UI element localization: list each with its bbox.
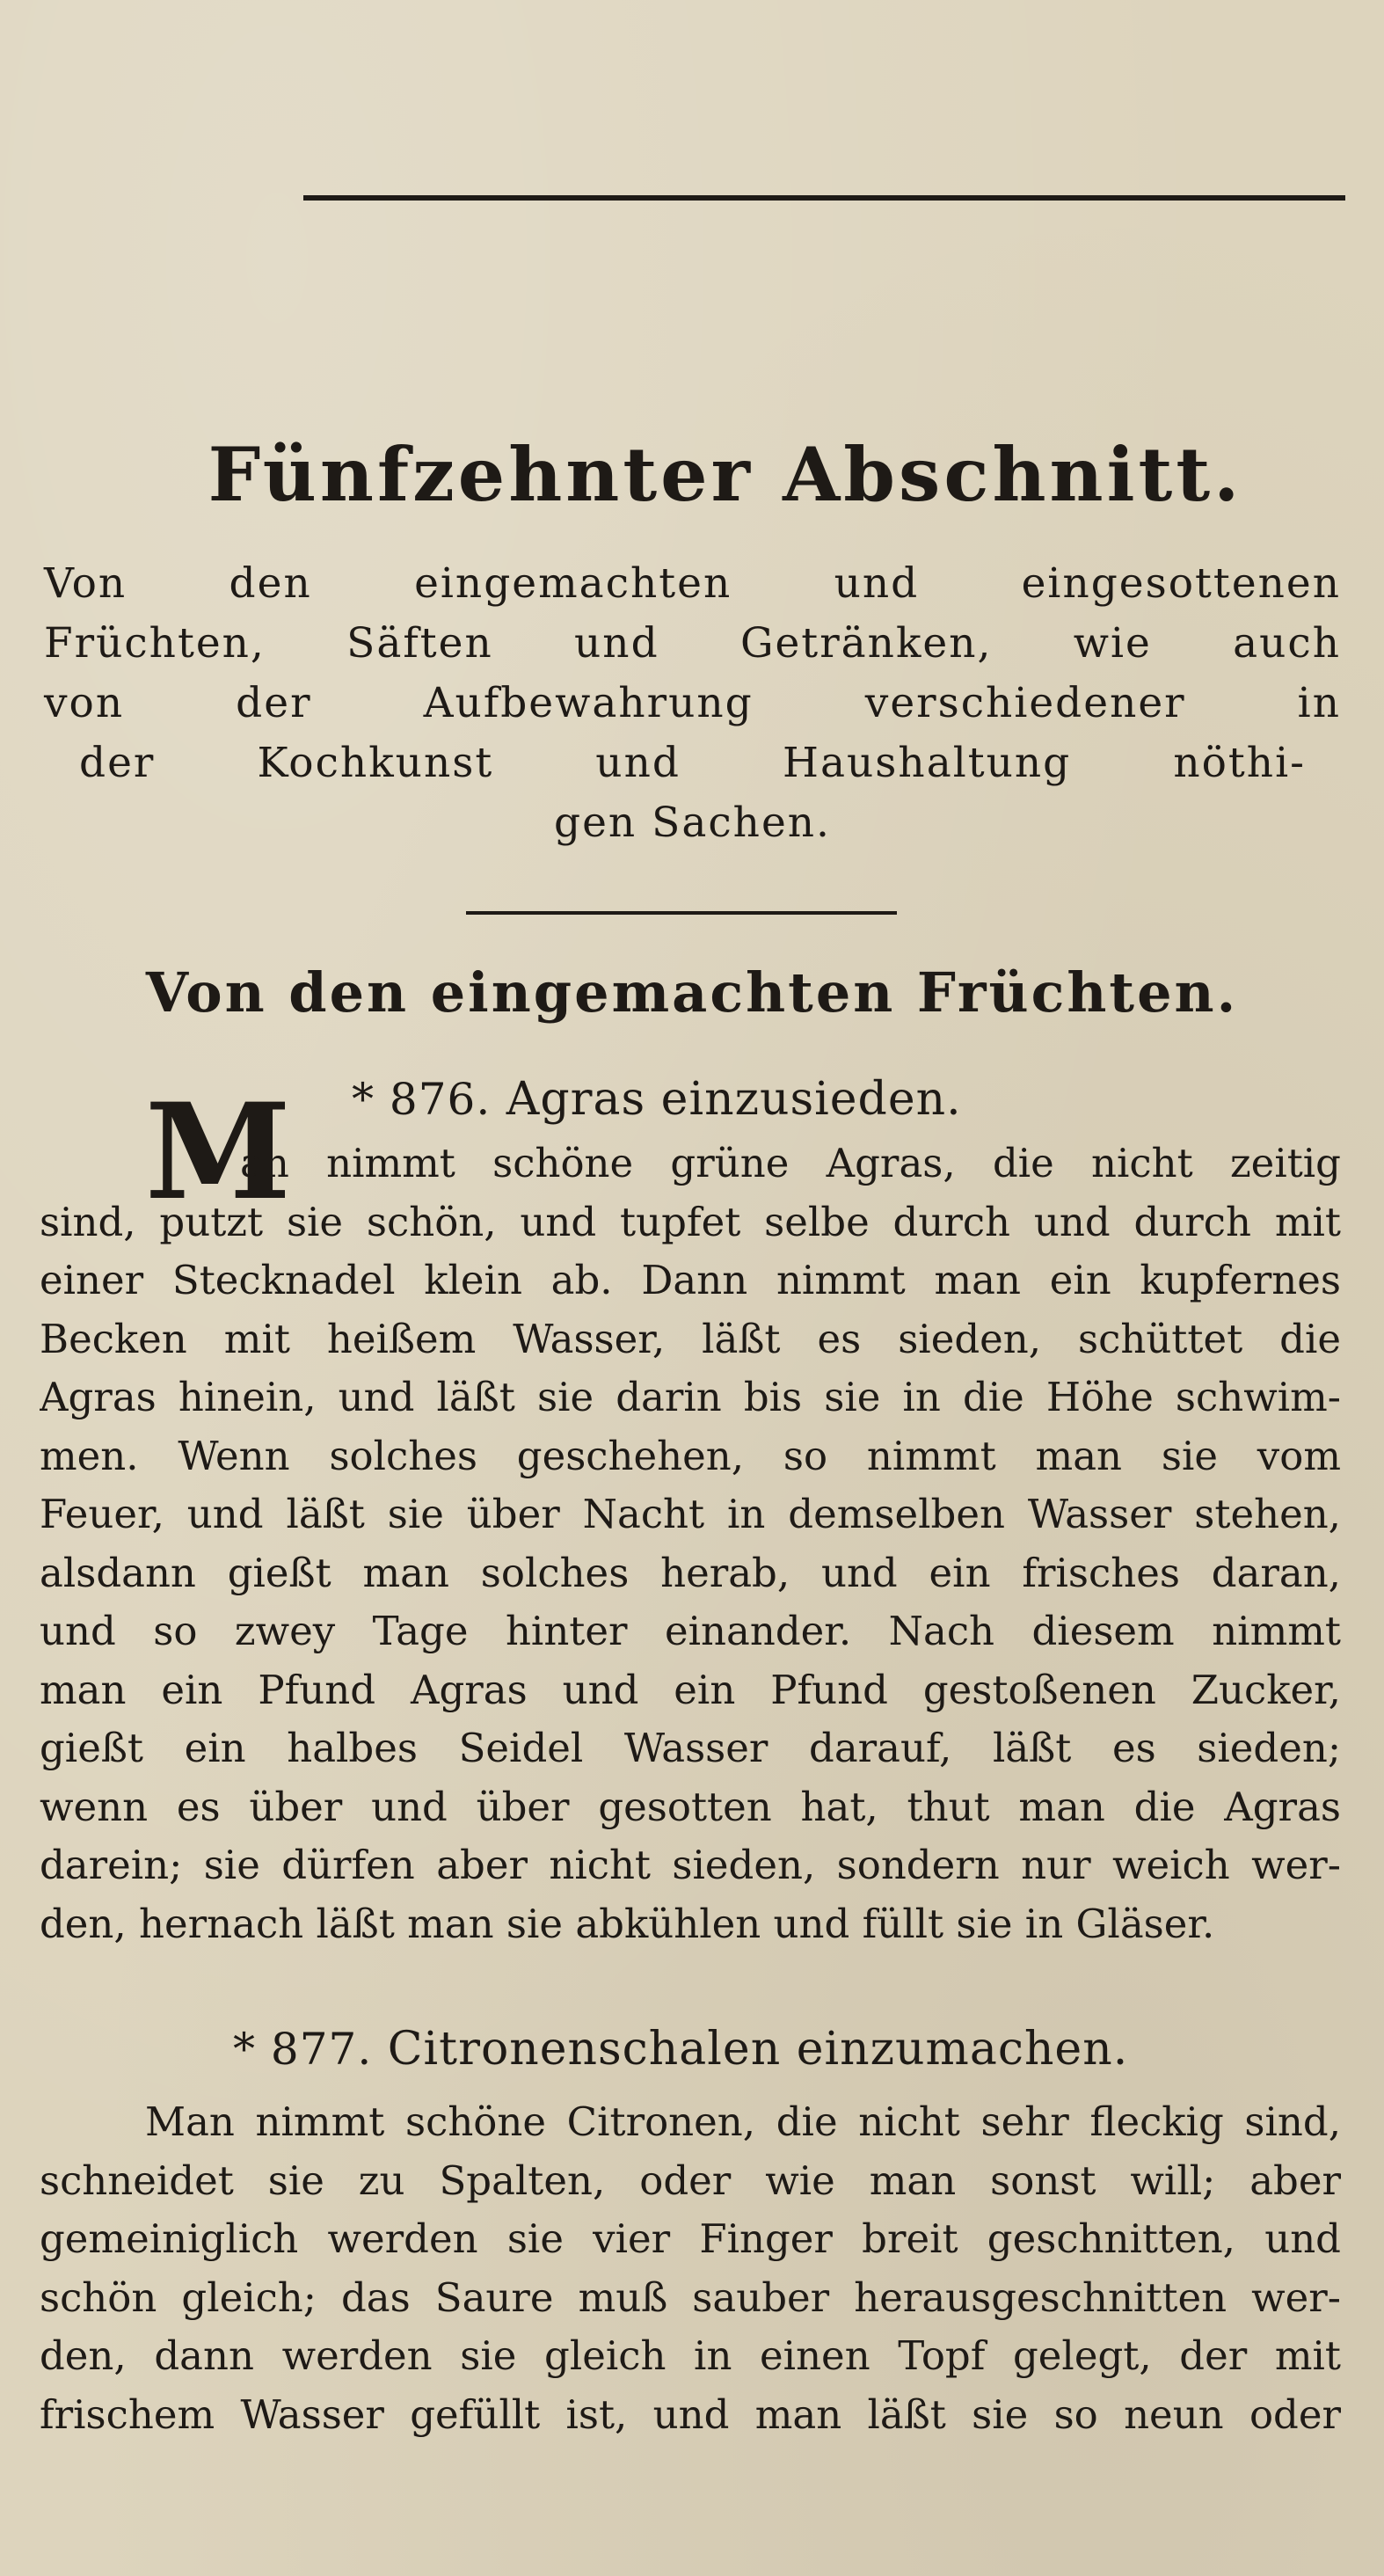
header-rule <box>303 195 1345 201</box>
section-divider <box>466 911 897 915</box>
recipe-name: Agras einzusieden. <box>506 1073 962 1126</box>
text-line: an nimmt schöne grüne Agras, die nicht zeitig <box>240 1140 1341 1186</box>
text-line: Becken mit heißem Wasser, läßt es sieden, schüttet die <box>40 1315 1341 1362</box>
text-line: darein; sie dürfen aber nicht sieden, sondern nur weich wer- <box>40 1842 1341 1888</box>
recipe-title-876 <box>352 1073 962 1126</box>
recipe-name: Citronenschalen einzumachen. <box>387 2023 1129 2076</box>
subtitle-line: gen Sachen. <box>554 799 831 847</box>
text-line: den, hernach läßt man sie abkühlen und füllt sie in Gläser. <box>40 1900 1215 1947</box>
recipe-body-877 <box>40 2093 1341 2444</box>
text-line: men. Wenn solches geschehen, so nimmt man sie vom <box>40 1432 1341 1479</box>
subtitle-line: von der Aufbewahrung verschiedener in <box>44 679 1341 727</box>
drop-cap: M <box>145 1075 292 1230</box>
recipe-title-877 <box>233 2023 1128 2076</box>
recipe-body-876 <box>40 1135 1341 1953</box>
text-line: Man nimmt schöne Citronen, die nicht sehr fleckig sind, <box>145 2098 1341 2145</box>
text-line: alsdann gießt man solches herab, und ein frisches daran, <box>40 1549 1341 1596</box>
text-line: gießt ein halbes Seidel Wasser darauf, läßt es sieden; <box>40 1725 1341 1771</box>
text-line: den, dann werden sie gleich in einen Topf gelegt, der mit <box>40 2332 1341 2379</box>
text-line: wenn es über und über gesotten hat, thut man die Agras <box>40 1783 1341 1830</box>
text-line: Agras hinein, und läßt sie darin bis sie in die Höhe schwim- <box>40 1374 1341 1420</box>
subtitle-line: Von den eingemachten und eingesottenen <box>44 559 1341 608</box>
text-line: sind, putzt sie schön, und tupfet selbe durch und durch mit <box>40 1198 1341 1245</box>
text-line: und so zwey Tage hinter einander. Nach diesem nimmt <box>40 1608 1341 1654</box>
text-line: einer Stecknadel klein ab. Dann nimmt man ein kupfernes <box>40 1257 1341 1303</box>
text-line: frischem Wasser gefüllt ist, und man läßt sie so neun oder <box>40 2390 1341 2438</box>
recipe-number: * 877. <box>233 2024 373 2075</box>
text-line: man ein Pfund Agras und ein Pfund gestoßenen Zucker, <box>40 1666 1341 1713</box>
section-heading: Von den eingemachten Früchten. <box>145 960 1239 1025</box>
text-line: Feuer, und läßt sie über Nacht in demselben Wasser stehen, <box>40 1491 1341 1537</box>
chapter-subtitle <box>44 554 1341 853</box>
text-line: schneidet sie zu Spalten, oder wie man sonst will; aber <box>40 2156 1341 2204</box>
subtitle-line: der Kochkunst und Haushaltung nöthi- <box>79 739 1306 787</box>
recipe-number: * 876. <box>352 1074 492 1125</box>
text-line: schön gleich; das Saure muß sauber herausgeschnitten wer- <box>40 2273 1341 2321</box>
subtitle-line: Früchten, Säften und Getränken, wie auch <box>44 619 1341 668</box>
text-line: gemeiniglich werden sie vier Finger breit geschnitten, und <box>40 2215 1341 2262</box>
chapter-title: Fünfzehnter Abschnitt. <box>208 431 1243 518</box>
